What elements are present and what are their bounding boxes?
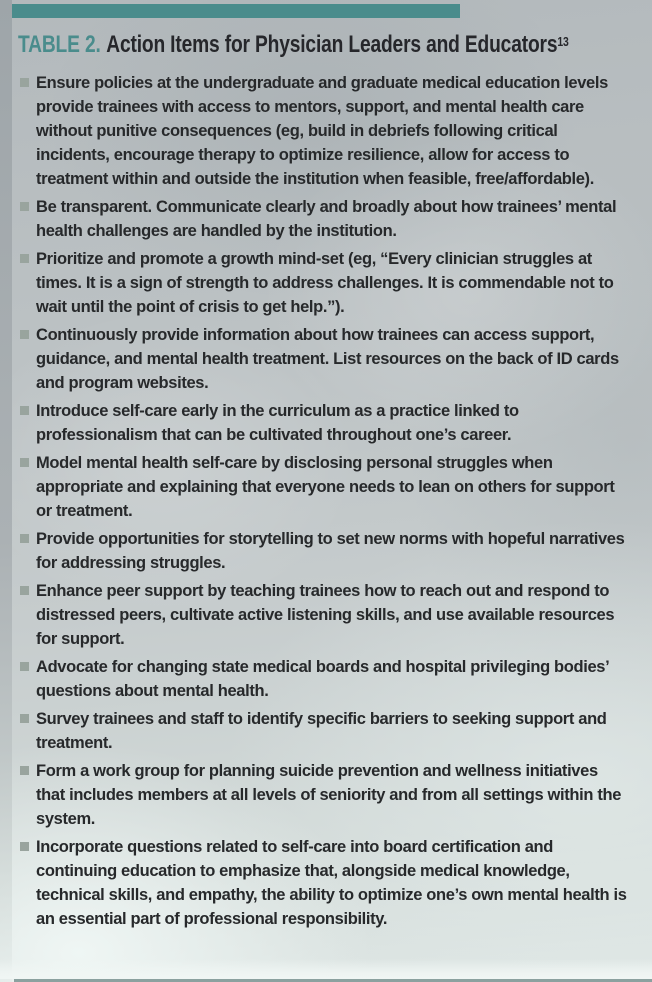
square-bullet-icon (20, 714, 29, 723)
list-item (20, 71, 630, 191)
square-bullet-icon (20, 586, 29, 595)
list-item (20, 399, 630, 447)
list-item (20, 655, 630, 703)
list-item (20, 759, 630, 831)
teal-accent-bar (12, 4, 460, 18)
list-item (20, 451, 630, 523)
square-bullet-icon (20, 78, 29, 87)
list-item (20, 247, 630, 319)
list-item-text: Form a work group for planning suicide prevention and wellness initiatives that includes members at all levels of seniority and from all settings within the system. (36, 762, 622, 828)
list-item-text: Incorporate questions related to self-care into board certification and continuing education to emphasize that, alongside medical knowledge, technical skills, and empathy, the ability to optimize one’s own mental health is an essential part of professional responsibility. (36, 838, 627, 928)
list-item-text: Be transparent. Communicate clearly and broadly about how trainees’ mental health challenges are handled by the institution. (36, 198, 617, 240)
list-item (20, 195, 630, 243)
square-bullet-icon (20, 254, 29, 263)
list-item (20, 527, 630, 575)
square-bullet-icon (20, 202, 29, 211)
list-item (20, 579, 630, 651)
list-item-text: Continuously provide information about how trainees can access support, guidance, and mental health treatment. List resources on the back of ID cards and program websites. (36, 326, 619, 392)
list-item-text: Introduce self-care early in the curriculum as a practice linked to professionalism that can be cultivated throughout one’s career. (36, 402, 519, 444)
list-item-text: Enhance peer support by teaching trainees how to reach out and respond to distressed peers, cultivate active listening skills, and use available resources for support. (36, 582, 615, 648)
table-label: TABLE 2. (18, 31, 101, 58)
square-bullet-icon (20, 766, 29, 775)
table-content (12, 18, 652, 935)
list-item-text: Provide opportunities for storytelling to set new norms with hopeful narratives for addressing struggles. (36, 530, 625, 572)
bottom-highlight-band (0, 959, 652, 979)
action-items-list (18, 71, 630, 931)
reference-superscript: 13 (557, 34, 569, 49)
square-bullet-icon (20, 534, 29, 543)
list-item-text: Survey trainees and staff to identify specific barriers to seeking support and treatment. (36, 710, 607, 752)
square-bullet-icon (20, 458, 29, 467)
square-bullet-icon (20, 406, 29, 415)
table-title-text: Action Items for Physician Leaders and Educators (106, 31, 558, 58)
list-item (20, 323, 630, 395)
list-item-text: Prioritize and promote a growth mind-set (eg, “Every clinician struggles at times. It is a sign of strength to address challenges. It is commendable not to wait until the point of crisis to get help.”). (36, 250, 614, 316)
list-item-text: Advocate for changing state medical boards and hospital privileging bodies’ questions about mental health. (36, 658, 609, 700)
square-bullet-icon (20, 842, 29, 851)
list-item (20, 835, 630, 931)
table-title (18, 31, 569, 59)
square-bullet-icon (20, 330, 29, 339)
list-item-text: Model mental health self-care by disclosing personal struggles when appropriate and explaining that everyone needs to lean on others for support or treatment. (36, 454, 615, 520)
square-bullet-icon (20, 662, 29, 671)
list-item-text: Ensure policies at the undergraduate and graduate medical education levels provide trainees with access to mentors, support, and mental health care without punitive consequences (eg, build in debriefs following critical incidents, encourage therapy to optimize resilience, allow for access to treatment within and outside the institution when feasible, free/affordable). (36, 74, 608, 188)
left-edge-strip (0, 0, 12, 982)
list-item (20, 707, 630, 755)
